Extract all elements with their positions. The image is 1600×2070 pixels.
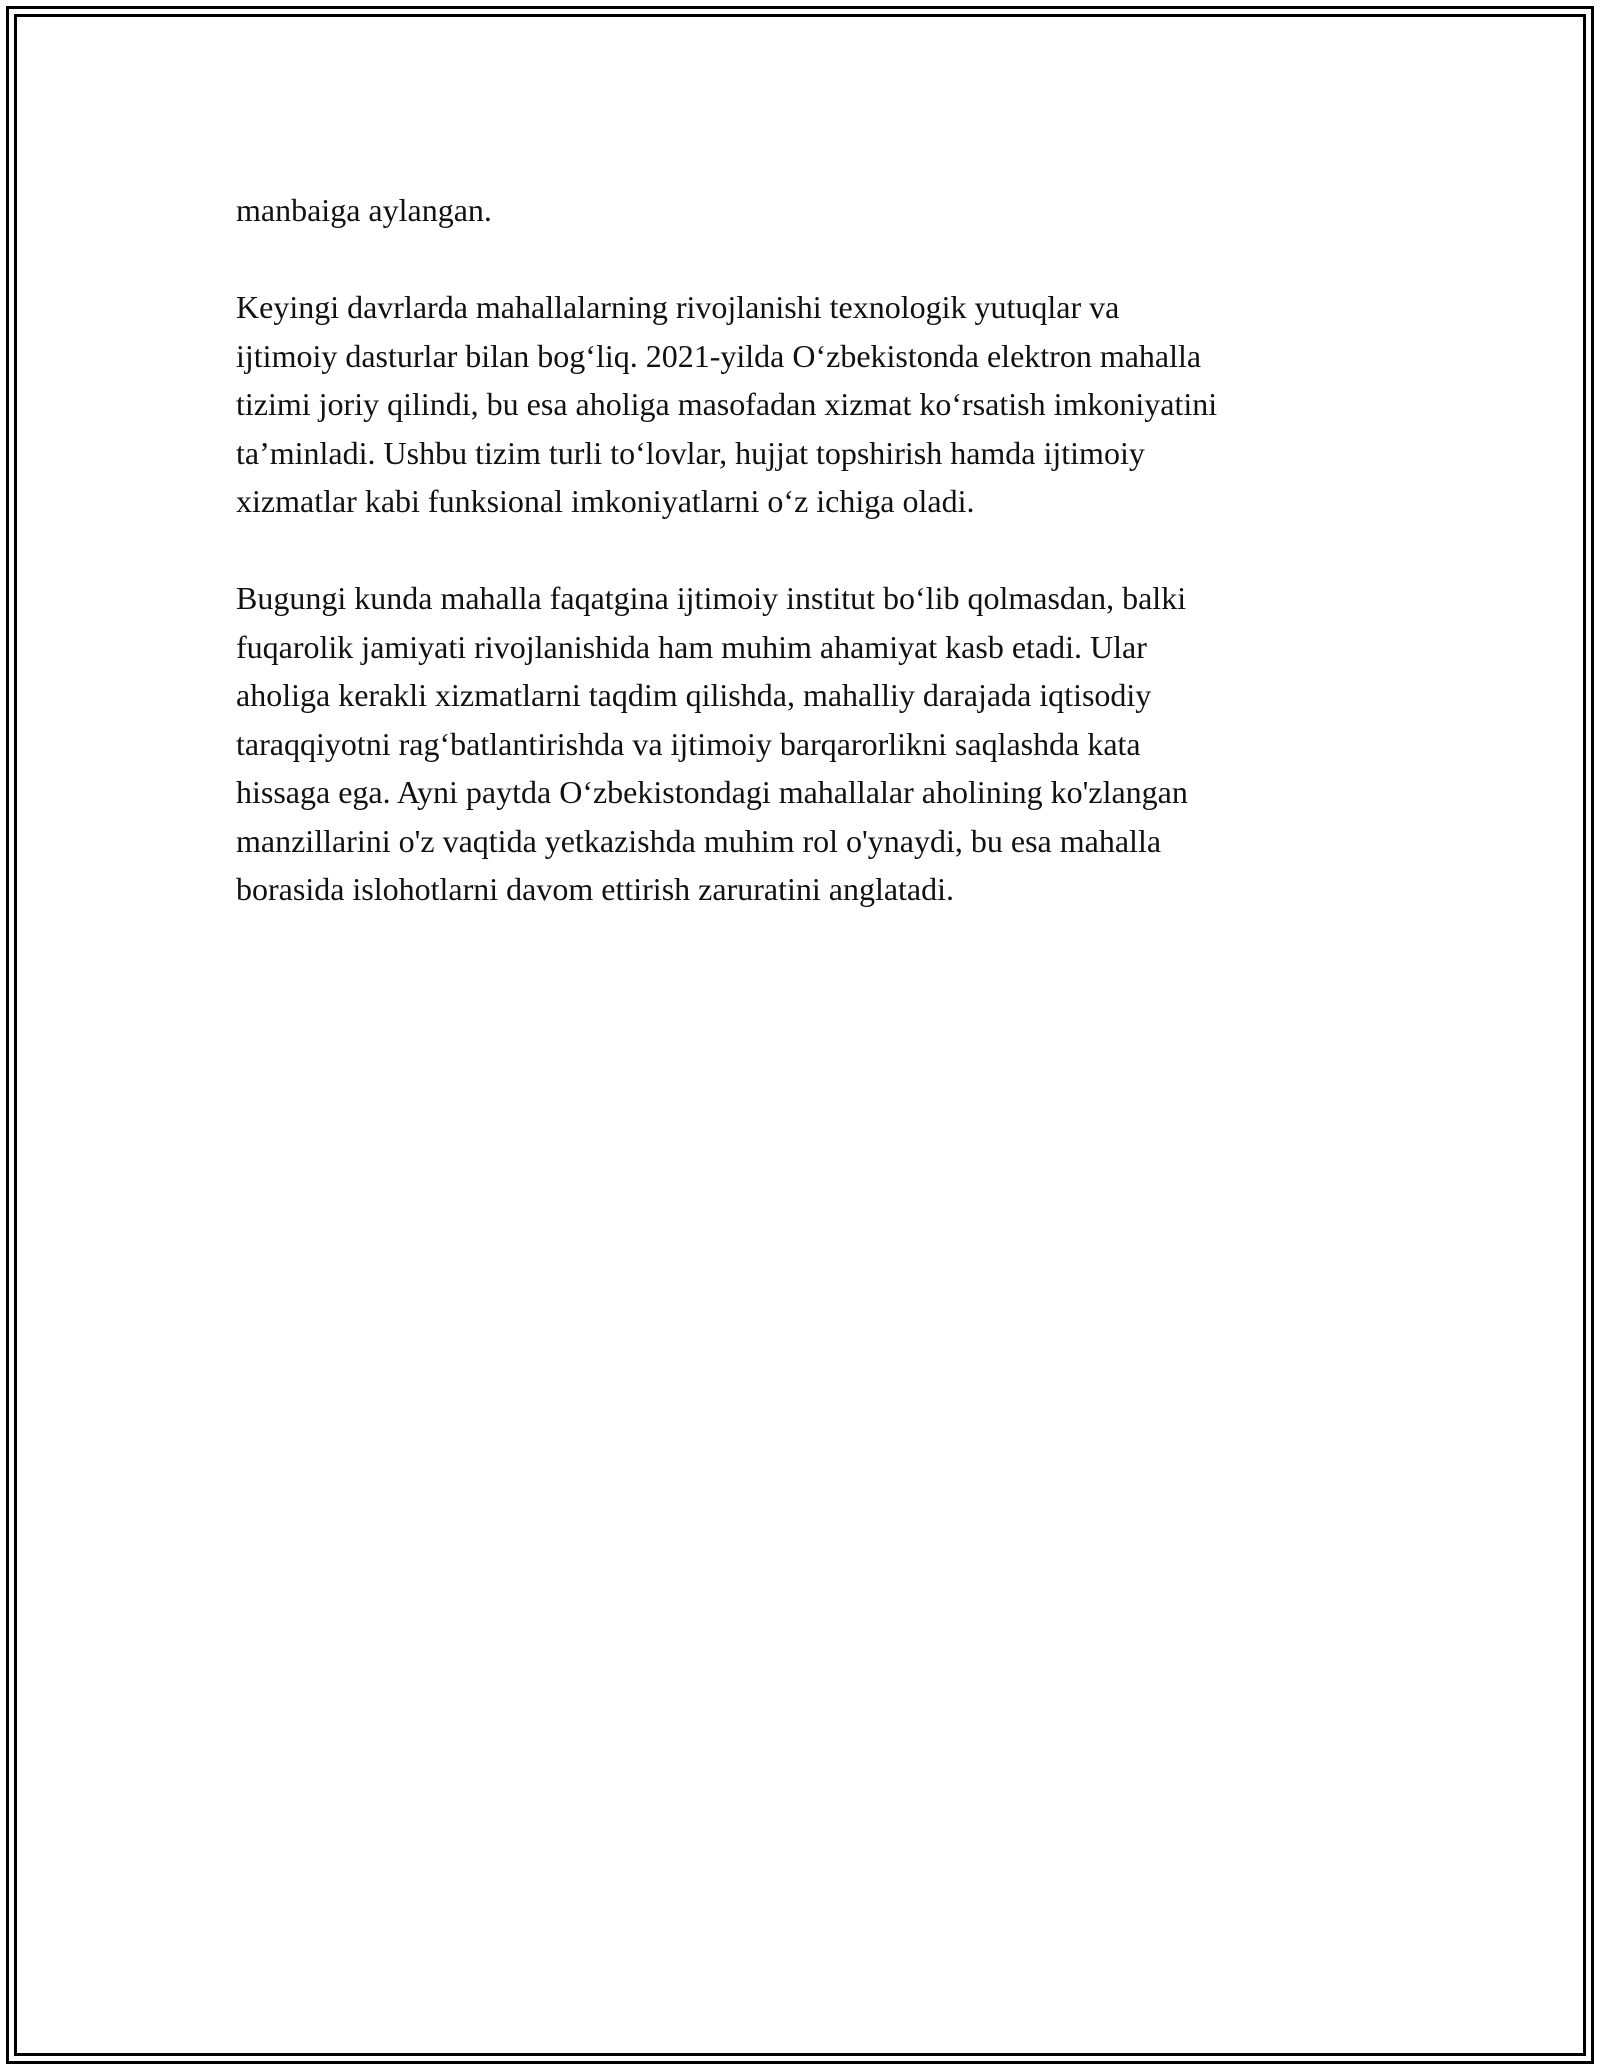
text-line: borasida islohotlarni davom ettirish zaruratini anglatadi. (236, 871, 955, 907)
text-line: manbaiga aylangan. (236, 192, 492, 228)
document-body (236, 186, 1366, 962)
text-line: taraqqiyotni rag‘batlantirishda va ijtimoiy barqarorlikni saqlashda kata (236, 725, 1141, 762)
paragraph-2 (236, 283, 1366, 526)
text-line: Keyingi davrlarda mahallalarning rivojlanishi texnologik yutuqlar va (236, 289, 1120, 325)
text-line: xizmatlar kabi funksional imkoniyatlarni o‘z ichiga oladi. (236, 483, 975, 519)
text-line: manzillarini o'z vaqtida yetkazishda muhim rol o'ynaydi, bu esa mahalla (236, 822, 1162, 859)
text-line: fuqarolik jamiyati rivojlanishida ham muhim ahamiyat kasb etadi. Ular (236, 628, 1147, 665)
text-line: aholiga kerakli xizmatlarni taqdim qilishda, mahalliy darajada iqtisodiy (236, 677, 1152, 713)
text-line: Bugungi kunda mahalla faqatgina ijtimoiy institut bo‘lib qolmasdan, balki (236, 580, 1187, 616)
paragraph-3 (236, 574, 1366, 914)
text-line: ijtimoiy dasturlar bilan bog‘liq. 2021-yilda O‘zbekistonda elektron mahalla (236, 337, 1202, 374)
paragraph-1 (236, 186, 1366, 235)
text-line: ta’minladi. Ushbu tizim turli to‘lovlar, hujjat topshirish hamda ijtimoiy (236, 434, 1145, 471)
text-line: hissaga ega. Ayni paytda O‘zbekistondagi mahallalar aholining ko'zlangan (236, 774, 1188, 810)
text-line: tizimi joriy qilindi, bu esa aholiga masofadan xizmat ko‘rsatish imkoniyatini (236, 386, 1218, 422)
